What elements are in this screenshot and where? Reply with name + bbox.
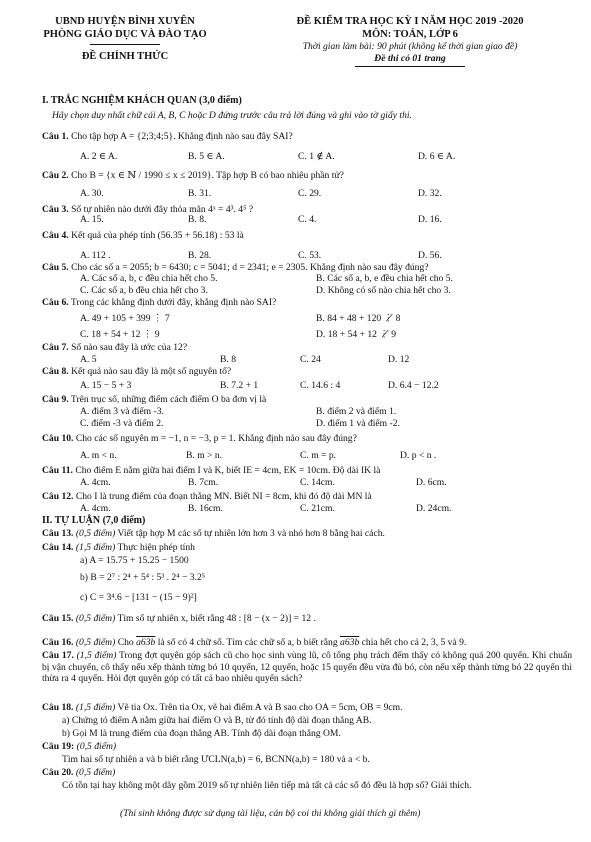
exam-footer-note: (Thí sinh không được sử dụng tài liệu, cán bộ coi thi không giải thích gì thêm) <box>120 808 421 819</box>
page-count-line: Đề thi có 01 trang <box>374 52 446 64</box>
question-9-options-row1: A. điểm 3 và điểm -3. B. điểm 2 và điểm 1. <box>80 406 397 417</box>
question-8-option-d: D. 6.4 − 12.2 <box>388 380 439 391</box>
department-name: PHÒNG GIÁO DỤC VÀ ĐÀO TẠO <box>43 28 207 40</box>
question-4: Câu 4. Kết quả của phép tính (56.35 + 56.18) : 53 là <box>42 230 244 241</box>
subject-line: MÔN: TOÁN, LỚP 6 <box>362 28 458 40</box>
part1-instruction: Hãy chọn duy nhất chữ cái A, B, C hoặc D đứng trước câu trả lời đúng và ghi vào tờ giấy thi. <box>52 110 412 121</box>
exam-title: ĐỀ KIỂM TRA HỌC KỲ I NĂM HỌC 2019 -2020 <box>296 16 524 27</box>
question-14a: a) A = 15.75 + 15.25 − 1500 <box>80 555 189 566</box>
question-14b: b) B = 2⁷ : 2⁴ + 5⁴ : 5³ . 2⁴ − 3.2⁵ <box>80 572 206 583</box>
question-6-options-row2: C. 18 + 54 + 12 ⋮ 9 D. 18 + 54 + 12 ⋮̸ 9 <box>80 329 397 340</box>
district-name: UBND HUYỆN BÌNH XUYÊN <box>55 16 195 27</box>
question-12: Câu 12. Cho I là trung điểm của đoạn thẳng MN. Biết NI = 8cm, khi đó độ dài MN là <box>42 491 372 502</box>
question-2-options: A. 30. B. 31. C. 29. D. 32. <box>80 188 442 199</box>
question-12-option-b: B. 16cm. <box>188 503 223 514</box>
question-14: Câu 14. (1,5 điểm) Thực hiện phép tính <box>42 542 195 553</box>
part1-title: I. TRẮC NGHIỆM KHÁCH QUAN (3,0 điểm) <box>42 95 242 106</box>
question-8-option-c: C. 14.6 : 4 <box>300 380 341 391</box>
question-11-option-a: A. 4cm. <box>80 477 111 488</box>
header-left <box>30 16 220 64</box>
question-18a: a) Chứng tỏ điểm A nằm giữa hai điểm O và B, từ đó tính độ dài đoạn thẳng AB. <box>62 715 372 726</box>
question-13: Câu 13. (0,5 điểm) Viết tập hợp M các số tự nhiên lớn hơn 3 và nhỏ hơn 8 bằng hai cách. <box>42 528 385 539</box>
question-20: Câu 20. (0,5 điểm) <box>42 767 116 778</box>
number-a63b-repeat: a63b <box>340 637 360 648</box>
question-10-option-a: A. m < n. <box>80 450 117 461</box>
question-6: Câu 6. Trong các khẳng định dưới đây, khẳng định nào SAI? <box>42 297 277 308</box>
question-10-option-b: B. m > n. <box>186 450 223 461</box>
question-8-option-b: B. 7.2 + 1 <box>220 380 259 391</box>
question-1-options: A. 2 ∈ A. B. 5 ∈ A. C. 1 ∉ A. D. 6 ∈ A. <box>80 151 456 162</box>
question-12-option-c: C. 21cm. <box>300 503 335 514</box>
question-5: Câu 5. Cho các số a = 2055; b = 6430; c = 5041; d = 2341; e = 2305. Khẳng định nào sau đây đúng? <box>42 262 429 273</box>
question-17: Câu 17. (1,5 điểm) Trong đợt quyên góp sách cũ cho học sinh vùng lũ, cô tổng phụ trách đếm thấy có không quá 200 quyển. Khi chuẩn bị vận chuyển, cô thấy nếu xếp thành từng bó 10 quyển, 12 quyển, hoặc 15 quyển đều vừa đủ bó, còn nếu xếp thành từng bó 22 quyển thì thừa ra 4 quyển. Hỏi đợt quyên góp có tất cả bao nhiêu quyển sách? <box>42 650 572 684</box>
question-18: Câu 18. (1,5 điểm) Vẽ tia Ox. Trên tia Ox, vẽ hai điểm A và B sao cho OA = 5cm, OB = 9cm. <box>42 702 403 713</box>
question-11: Câu 11. Cho điểm E nằm giữa hai điểm I và K, biết IE = 4cm, EK = 10cm. Độ dài IK là <box>42 465 381 476</box>
question-8: Câu 8. Kết quả nào sau đây là một số nguyên tố? <box>42 366 232 377</box>
question-11-option-b: B. 7cm. <box>188 477 219 488</box>
question-9: Câu 9. Trên trục số, những điểm cách điểm O ba đơn vị là <box>42 394 267 405</box>
question-2: Câu 2. Cho B = {x ∈ ℕ / 1990 ≤ x ≤ 2019}. Tập hợp B có bao nhiêu phần tử? <box>42 170 344 181</box>
question-15: Câu 15. (0,5 điểm) Tìm số tự nhiên x, biết rằng 48 : [8 − (x − 2)] = 12 . <box>42 613 316 624</box>
question-4-options: A. 112 . B. 28. C. 53. D. 56. <box>80 250 442 261</box>
question-18b: b) Gọi M là trung điểm của đoạn thẳng AB. Tính độ dài đoạn thẳng OM. <box>62 728 341 739</box>
question-12-option-d: D. 24cm. <box>416 503 452 514</box>
question-7-options: A. 5 <box>80 354 97 365</box>
question-7-option-b: B. 8 <box>220 354 236 365</box>
question-10: Câu 10. Cho các số nguyên m = −1, n = −3, p = 1. Khẳng định nào sau đây đúng? <box>42 433 357 444</box>
question-10-option-d: D. p < n . <box>400 450 437 461</box>
question-7-option-c: C. 24 <box>300 354 321 365</box>
question-7-option-d: D. 12 <box>388 354 410 365</box>
part2-title: II. TỰ LUẬN (7,0 điểm) <box>42 515 146 526</box>
question-8-option-a: A. 15 − 5 + 3 <box>80 380 132 391</box>
question-6-options-row1: A. 49 + 105 + 399 ⋮ 7 B. 84 + 48 + 120 ⋮̸ 8 <box>80 313 401 324</box>
number-a63b: a63b <box>136 637 156 648</box>
question-3-options: A. 15. B. 8. C. 4. D. 16. <box>80 214 442 225</box>
question-20-text: Có tồn tại hay không một dãy gồm 2019 số tự nhiên liên tiếp mà tất cả các số đó đều là hợp số? Giải thích. <box>62 780 472 791</box>
question-19-text: Tìm hai số tự nhiên a và b biết rằng ƯCLN(a,b) = 6, BCNN(a,b) = 180 và a < b. <box>62 754 370 765</box>
question-10-option-c: C. m = p. <box>300 450 337 461</box>
question-12-option-a: A. 4cm. <box>80 503 111 514</box>
question-3: Câu 3. Số tự nhiên nào dưới đây thỏa mãn 4ˣ = 4³. 4⁵ ? <box>42 204 254 215</box>
header-right <box>250 16 570 67</box>
header-divider <box>90 44 160 45</box>
question-16: Câu 16. (0,5 điểm) Cho a63b là số có 4 chữ số. Tìm các chữ số a, b biết rằng a63b chia hết cho cả 2, 3, 5 và 9. <box>42 637 467 648</box>
question-5-options-row2: C. Các số a, b đều chia hết cho 3. D. Không có số nào chia hết cho 3. <box>80 285 451 296</box>
question-11-option-c: C. 14cm. <box>300 477 335 488</box>
header-divider-right <box>355 66 465 67</box>
question-1: Câu 1. Cho tập hợp A = {2;3;4;5}. Khẳng định nào sau đây SAI? <box>42 131 293 142</box>
official-label: ĐỀ CHÍNH THỨC <box>81 51 169 63</box>
question-7: Câu 7. Số nào sau đây là ước của 12? <box>42 342 188 353</box>
question-14c: c) C = 3⁴.6 − [131 − (15 − 9)²] <box>80 592 197 603</box>
question-11-option-d: D. 6cm. <box>416 477 447 488</box>
question-5-options-row1: A. Các số a, b, c đều chia hết cho 5. B. Các số a, b, e đều chia hết cho 5. <box>80 273 453 284</box>
question-19: Câu 19: (0,5 điểm) <box>42 741 117 752</box>
question-9-options-row2: C. điểm -3 và điểm 2. D. điểm 1 và điểm -2. <box>80 418 400 429</box>
duration-line: Thời gian làm bài: 90 phút (không kể thời gian giao đề) <box>302 41 518 53</box>
